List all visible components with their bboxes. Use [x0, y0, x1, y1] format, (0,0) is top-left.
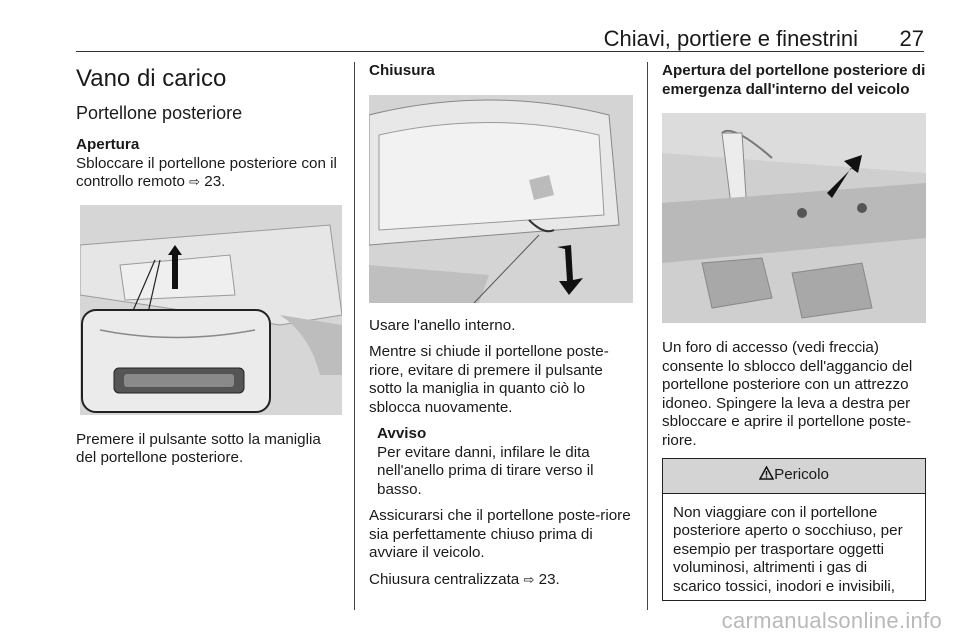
heading-apertura: Apertura [76, 136, 140, 153]
warning-triangle-icon [759, 466, 774, 483]
page-reference[interactable]: 23. [204, 173, 226, 190]
danger-body [663, 494, 925, 601]
column-middle [369, 62, 633, 597]
watermark: carmanualsonline.info [721, 608, 942, 633]
paragraph-access-hole: Un foro di accesso (vedi freccia) consente lo sblocco dell'aggancio del portellone posteriore con un attrezzo idoneo. Spingere la leva a destra per sbloccare e aprire il portellone poste-riore. [662, 339, 913, 449]
heading-chiusura: Chiusura [369, 62, 435, 79]
column-divider-left [354, 62, 355, 610]
paragraph-closing-warning: Mentre si chiude il portellone poste-riore, evitare di premere il pulsante sotto la maniglia in quanto ciò lo sblocca nuovamente. [369, 343, 609, 416]
note-text: Per evitare danni, infilare le dita nell'anello prima di tirare verso il basso. [377, 443, 594, 498]
paragraph-use-ring: Usare l'anello interno. [369, 316, 516, 334]
section-title: Vano di carico [76, 65, 227, 92]
note-block [377, 425, 633, 499]
page-reference-icon: ⇨ [189, 174, 201, 189]
tailgate-handle-illustration [80, 205, 342, 415]
paragraph-central-locking [369, 571, 633, 590]
figure-tailgate-closing [369, 95, 633, 303]
danger-title: Pericolo [774, 466, 829, 483]
central-locking-text: Chiusura centralizzata [369, 570, 520, 588]
page-reference[interactable]: 23. [538, 570, 560, 588]
note-title: Avviso [377, 425, 427, 442]
emergency-access-illustration [662, 113, 926, 323]
heading-emergency-opening: Apertura del portellone posteriore di emergenza dall'interno del veicolo [662, 62, 926, 98]
paragraph-apertura-text: Sbloccare il portellone posteriore con il controllo remoto [76, 154, 337, 190]
tailgate-closing-illustration [369, 95, 633, 303]
paragraph-check-closed: Assicurarsi che il portellone poste-riore sia perfettamente chiuso prima di avviare il veicolo. [369, 507, 631, 561]
header-rule [76, 51, 924, 52]
column-right [662, 62, 926, 601]
danger-box [662, 458, 926, 601]
column-left [76, 62, 344, 476]
danger-header [663, 459, 925, 494]
danger-text: Non viaggiare con il portellone posteriore aperto o socchiuso, per esempio per trasportare oggetti voluminosi, altrimenti i gas di scarico tossici, inodori e invisibili, [673, 503, 903, 595]
figure-tailgate-handle [80, 205, 342, 415]
page-reference-icon: ⇨ [523, 571, 535, 587]
paragraph-apertura [76, 155, 344, 192]
column-divider-right [647, 62, 648, 610]
figure-caption: Premere il pulsante sotto la maniglia del portellone posteriore. [76, 430, 321, 466]
subsection-title: Portellone posteriore [76, 103, 243, 123]
chapter-title: Chiavi, portiere e finestrini [603, 26, 858, 51]
figure-emergency-access [662, 113, 926, 323]
page-number: 27 [899, 26, 924, 51]
